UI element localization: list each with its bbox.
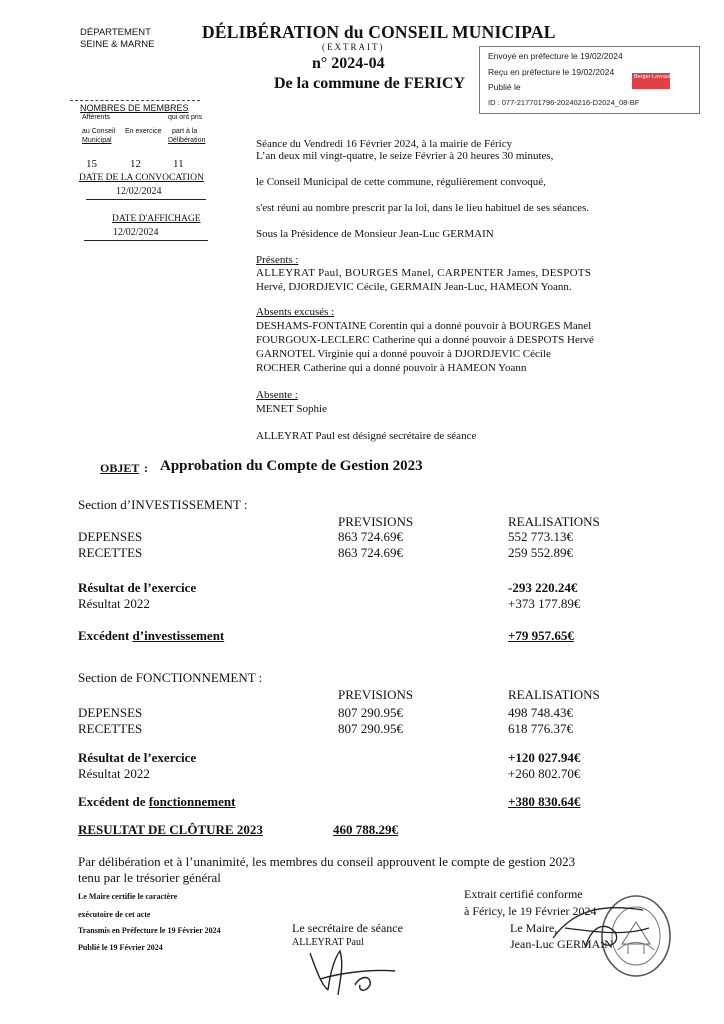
- invest-excedent-value: +79 957.65€: [508, 628, 574, 643]
- members-col3c: Délibération: [168, 137, 206, 144]
- conclusion-line2: tenu par le trésorier général: [78, 870, 221, 885]
- date-line: L’an deux mil vingt-quatre, le seize Février à 20 heures 30 minutes,: [256, 150, 554, 162]
- absente-name: MENET Sophie: [256, 403, 327, 415]
- fonct-header-previsions: PREVISIONS: [338, 687, 414, 702]
- extrait-label: (EXTRAIT): [322, 42, 385, 52]
- extrait-line3: Le Maire,: [510, 921, 558, 935]
- invest-recettes-real: 259 552.89€: [508, 545, 573, 560]
- invest-excedent-label-a: Excédent: [78, 628, 133, 643]
- presents-line1: ALLEYRAT Paul, BOURGES Manel, CARPENTER James, DESPOTS: [256, 267, 592, 279]
- fonct-recettes-label: RECETTES: [78, 721, 143, 736]
- absent-line1: DESHAMS-FONTAINE Corentin qui a donné pouvoir à BOURGES Manel: [256, 320, 592, 332]
- fonct-excedent-label-b: fonctionnement: [148, 794, 236, 809]
- invest-2022-label: Résultat 2022: [78, 596, 150, 611]
- invest-2022-value: +373 177.89€: [508, 596, 581, 611]
- fonct-recettes-real: 618 776.37€: [508, 721, 573, 736]
- fonct-excedent-label-a: Excédent de: [78, 794, 149, 809]
- invest-excedent-label: [78, 628, 224, 644]
- invest-depenses-real: 552 773.13€: [508, 529, 573, 544]
- members-col3a: qui ont pris: [168, 114, 203, 121]
- extrait-line1: Extrait certifié conforme: [464, 887, 583, 901]
- invest-header-previsions: PREVISIONS: [338, 514, 414, 529]
- secretary-title: Le secrétaire de séance: [292, 921, 403, 935]
- department-name: SEINE & MARNE: [80, 39, 155, 50]
- convocation-label: DATE DE LA CONVOCATION: [79, 173, 204, 183]
- presents-line2: Hervé, DJORDJEVIC Cécile, GERMAIN Jean-Luc, HAMEON Yoann.: [256, 281, 572, 293]
- cloture-label: RESULTAT DE CLÔTURE 2023: [78, 822, 263, 837]
- affichage-label: DATE D'AFFICHAGE: [112, 214, 201, 224]
- absent-line3: GARNOTEL Virginie qui a donné pouvoir à DJORDJEVIC Cécile: [256, 348, 551, 360]
- fonct-section-title: Section de FONCTIONNEMENT :: [78, 670, 263, 685]
- members-exercice: 12: [130, 158, 141, 170]
- secretary-name: ALLEYRAT Paul: [292, 937, 364, 948]
- fonct-resultat-label: Résultat de l’exercice: [78, 750, 197, 765]
- convocation-underline: [86, 199, 206, 200]
- cert-line2: exécutoire de cet acte: [78, 910, 151, 919]
- absents-label: Absents excusés :: [256, 306, 335, 318]
- convocation-line: le Conseil Municipal de cette commune, régulièrement convoqué,: [256, 176, 546, 188]
- invest-resultat-value: -293 220.24€: [508, 580, 578, 595]
- secretaire-line: ALLEYRAT Paul est désigné secrétaire de séance: [256, 430, 477, 442]
- fonct-depenses-prev: 807 290.95€: [338, 705, 403, 720]
- berger-levrault-logo: Berger Levrault: [632, 73, 670, 89]
- affichage-underline: [84, 240, 208, 241]
- affichage-date: 12/02/2024: [113, 227, 159, 238]
- cert-line1: Le Maire certifie le caractère: [78, 892, 178, 901]
- fonct-2022-value: +260 802.70€: [508, 766, 581, 781]
- stamp-sent: Envoyé en préfecture le 19/02/2024: [488, 51, 623, 61]
- conclusion-line1: Par délibération et à l’unanimité, les membres du conseil approuvent le compte de gestion 2023: [78, 854, 576, 869]
- fonct-depenses-label: DEPENSES: [78, 705, 143, 720]
- invest-section-title: Section d’INVESTISSEMENT :: [78, 497, 248, 512]
- stamp-received: Reçu en préfecture le 19/02/2024: [488, 67, 615, 77]
- invest-excedent-label-b: d’investissement: [132, 628, 225, 643]
- absent-line4: ROCHER Catherine qui a donné pouvoir à HAMEON Yoann: [256, 362, 527, 374]
- cert-line4: Publié le 19 Février 2024: [78, 943, 163, 952]
- convocation-date: 12/02/2024: [116, 186, 162, 197]
- objet-colon: :: [144, 461, 148, 475]
- members-col1a: Afférents: [82, 114, 110, 121]
- stamp-id: ID : 077-217701796-20240216-D2024_08-BF: [488, 98, 640, 107]
- commune-name: De la commune de FERICY: [274, 75, 466, 92]
- objet-label: OBJET: [100, 461, 140, 475]
- members-col3b: part à la: [172, 128, 198, 135]
- mayor-signature: [545, 898, 655, 958]
- fonct-depenses-real: 498 748.43€: [508, 705, 573, 720]
- members-title: NOMBRES DE MEMBRES: [80, 103, 189, 113]
- invest-resultat-label: Résultat de l’exercice: [78, 580, 197, 595]
- cert-line3: Transmis en Préfecture le 19 Février 2024: [78, 926, 221, 935]
- department-label: DÉPARTEMENT: [80, 27, 151, 38]
- members-divider-top: [70, 100, 200, 101]
- invest-recettes-label: RECETTES: [78, 545, 143, 560]
- presents-label: Présents :: [256, 254, 299, 266]
- extrait-line2: à Féricy, le 19 Février 2024: [464, 904, 597, 918]
- presidence-line: Sous la Présidence de Monsieur Jean-Luc GERMAIN: [256, 228, 494, 240]
- invest-depenses-label: DEPENSES: [78, 529, 143, 544]
- stamp-published: Publié le: [488, 82, 521, 92]
- members-votants: 11: [173, 158, 184, 170]
- fonct-excedent-value: +380 830.64€: [508, 794, 581, 809]
- members-afferents: 15: [86, 158, 97, 170]
- cloture-value: 460 788.29€: [333, 822, 398, 837]
- fonct-excedent-label: [78, 794, 235, 810]
- deliberation-number: n° 2024-04: [312, 55, 385, 72]
- objet-text: Approbation du Compte de Gestion 2023: [160, 458, 423, 474]
- absente-label: Absente :: [256, 389, 298, 401]
- fonct-resultat-value: +120 027.94€: [508, 750, 581, 765]
- members-col2: En exercice: [125, 128, 162, 135]
- invest-header-realisations: REALISATIONS: [508, 514, 600, 529]
- seance-line: Séance du Vendredi 16 Février 2024, à la mairie de Féricy: [256, 138, 513, 150]
- reunion-line: s'est réuni au nombre prescrit par la loi, dans le lieu habituel de ses séances.: [256, 202, 590, 214]
- invest-recettes-prev: 863 724.69€: [338, 545, 403, 560]
- members-col1c: Municipal: [82, 137, 112, 144]
- prefecture-stamp: [479, 46, 700, 114]
- fonct-2022-label: Résultat 2022: [78, 766, 150, 781]
- invest-depenses-prev: 863 724.69€: [338, 529, 403, 544]
- absent-line2: FOURGOUX-LECLERC Catherine qui a donné pouvoir à DESPOTS Hervé: [256, 334, 594, 346]
- fonct-header-realisations: REALISATIONS: [508, 687, 600, 702]
- document-title: DÉLIBÉRATION du CONSEIL MUNICIPAL: [202, 22, 556, 42]
- members-col1b: au Conseil: [82, 128, 116, 135]
- extrait-line4: Jean-Luc GERMAIN: [510, 937, 613, 951]
- fonct-recettes-prev: 807 290.95€: [338, 721, 403, 736]
- secretary-signature: [300, 945, 410, 1000]
